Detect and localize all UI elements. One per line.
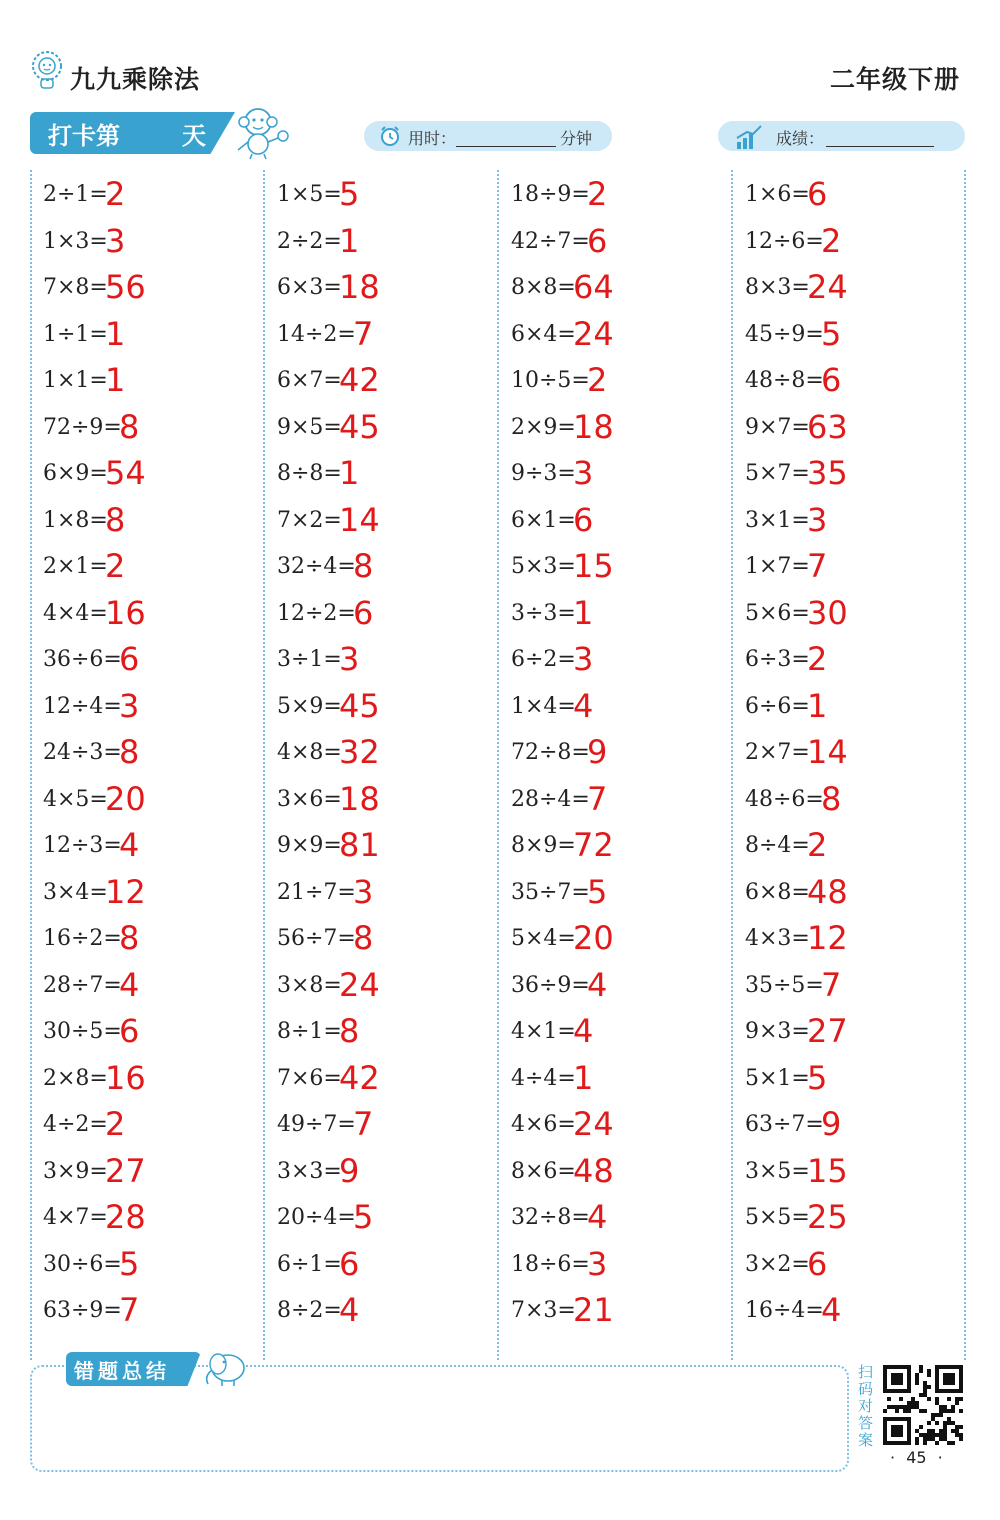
handwritten-answer: 6 xyxy=(807,1244,828,1283)
problem-question: 2×1= xyxy=(43,554,108,579)
problem-question: 3×2= xyxy=(745,1251,810,1277)
problem-question: 3×8= xyxy=(277,972,342,998)
problem-question: 63÷9= xyxy=(43,1298,122,1323)
monkey-mascot-icon xyxy=(232,102,292,160)
column-divider xyxy=(731,170,733,1360)
problem-question: 36÷6= xyxy=(43,647,122,672)
handwritten-answer: 8 xyxy=(353,919,374,957)
problem-question: 24÷3= xyxy=(43,740,122,765)
time-unit: 分钟 xyxy=(560,129,593,148)
handwritten-answer: 2 xyxy=(587,361,608,399)
handwritten-answer: 24 xyxy=(573,314,614,353)
handwritten-answer: 2 xyxy=(807,826,828,864)
problem-question: 10÷5= xyxy=(511,368,590,393)
column-divider xyxy=(30,170,32,1360)
handwritten-answer: 8 xyxy=(119,407,140,446)
handwritten-answer: 28 xyxy=(105,1198,146,1236)
handwritten-answer: 12 xyxy=(807,919,848,957)
problem-question: 3×6= xyxy=(277,786,342,812)
problem-question: 21÷7= xyxy=(277,879,356,905)
handwritten-answer: 72 xyxy=(573,826,614,864)
handwritten-answer: 7 xyxy=(119,1291,140,1329)
problem-question: 12÷6= xyxy=(745,228,824,254)
handwritten-answer: 9 xyxy=(587,733,608,771)
handwritten-answer: 35 xyxy=(807,454,848,492)
problem-question: 3×4= xyxy=(43,879,108,905)
problem-question: 16÷2= xyxy=(43,926,122,951)
handwritten-answer: 42 xyxy=(339,361,380,399)
problem-question: 32÷4= xyxy=(277,554,356,579)
problem-question: 1×7= xyxy=(745,554,810,579)
handwritten-answer: 2 xyxy=(821,221,842,260)
handwritten-answer: 4 xyxy=(821,1291,842,1329)
problem-question: 3×5= xyxy=(745,1158,810,1184)
problem-question: 5×6= xyxy=(745,600,810,626)
problem-question: 48÷8= xyxy=(745,368,824,393)
handwritten-answer: 4 xyxy=(587,1198,608,1236)
handwritten-answer: 24 xyxy=(807,268,848,306)
handwritten-answer: 5 xyxy=(119,1244,140,1283)
problem-question: 9×7= xyxy=(745,414,810,440)
handwritten-answer: 7 xyxy=(353,314,374,353)
handwritten-answer: 42 xyxy=(339,1058,380,1097)
problem-question: 5×5= xyxy=(745,1205,810,1230)
handwritten-answer: 4 xyxy=(339,1291,360,1329)
handwritten-answer: 1 xyxy=(573,1058,594,1097)
problem-question: 6÷2= xyxy=(511,647,576,672)
column-divider xyxy=(263,170,265,1360)
problem-question: 12÷2= xyxy=(277,600,356,626)
handwritten-answer: 8 xyxy=(821,779,842,818)
checkin-unit: 天 xyxy=(182,122,206,150)
handwritten-answer: 5 xyxy=(587,872,608,911)
problem-question: 2÷2= xyxy=(277,228,342,254)
problem-question: 6÷3= xyxy=(745,647,810,672)
checkin-label: 打卡第 xyxy=(48,122,120,150)
problem-question: 6÷1= xyxy=(277,1251,342,1277)
problem-question: 1×5= xyxy=(277,182,342,207)
handwritten-answer: 3 xyxy=(573,640,594,678)
problem-question: 16÷4= xyxy=(745,1298,824,1323)
problem-question: 4×6= xyxy=(511,1112,576,1137)
problem-question: 1×6= xyxy=(745,182,810,207)
problem-question: 3÷3= xyxy=(511,600,576,626)
score-input-line[interactable] xyxy=(826,146,934,147)
handwritten-answer: 4 xyxy=(573,686,594,725)
handwritten-answer: 12 xyxy=(105,872,146,911)
problem-question: 3×3= xyxy=(277,1158,342,1184)
column-divider xyxy=(964,170,966,1360)
handwritten-answer: 1 xyxy=(573,593,594,632)
problem-question: 30÷6= xyxy=(43,1251,122,1277)
handwritten-answer: 5 xyxy=(821,314,842,353)
problem-question: 8÷2= xyxy=(277,1298,342,1323)
page-dot: · xyxy=(890,1448,896,1467)
handwritten-answer: 2 xyxy=(105,1105,126,1143)
handwritten-answer: 14 xyxy=(339,500,380,539)
handwritten-answer: 18 xyxy=(573,407,614,446)
problem-question: 28÷4= xyxy=(511,786,590,812)
handwritten-answer: 7 xyxy=(353,1105,374,1143)
problem-question: 49÷7= xyxy=(277,1112,356,1137)
problem-question: 3×9= xyxy=(43,1158,108,1184)
problem-question: 5×3= xyxy=(511,554,576,579)
problem-question: 9×9= xyxy=(277,833,342,858)
handwritten-answer: 54 xyxy=(105,454,146,492)
problem-question: 1×3= xyxy=(43,228,108,254)
handwritten-answer: 15 xyxy=(807,1151,848,1190)
handwritten-answer: 27 xyxy=(105,1151,146,1190)
problem-question: 72÷8= xyxy=(511,740,590,765)
handwritten-answer: 6 xyxy=(353,593,374,632)
problem-question: 3÷1= xyxy=(277,647,342,672)
handwritten-answer: 3 xyxy=(119,686,140,725)
time-label: 用时： xyxy=(408,129,457,148)
handwritten-answer: 24 xyxy=(339,965,380,1004)
handwritten-answer: 4 xyxy=(119,826,140,864)
problem-question: 8×9= xyxy=(511,833,576,858)
handwritten-answer: 45 xyxy=(339,407,380,446)
checkin-day-field[interactable] xyxy=(126,118,178,148)
handwritten-answer: 20 xyxy=(573,919,614,957)
handwritten-answer: 6 xyxy=(119,640,140,678)
problem-question: 6×3= xyxy=(277,275,342,300)
handwritten-answer: 8 xyxy=(119,733,140,771)
problem-question: 48÷6= xyxy=(745,786,824,812)
handwritten-answer: 63 xyxy=(807,407,848,446)
handwritten-answer: 21 xyxy=(573,1291,614,1329)
handwritten-answer: 9 xyxy=(339,1151,360,1190)
problem-question: 6×7= xyxy=(277,368,342,393)
handwritten-answer: 20 xyxy=(105,779,146,818)
problem-question: 1×1= xyxy=(43,368,108,393)
handwritten-answer: 30 xyxy=(807,593,848,632)
problem-question: 7×2= xyxy=(277,507,342,533)
problem-question: 4÷4= xyxy=(511,1065,576,1091)
handwritten-answer: 18 xyxy=(339,268,380,306)
problem-question: 4×5= xyxy=(43,786,108,812)
handwritten-answer: 6 xyxy=(807,175,828,213)
problem-question: 8×6= xyxy=(511,1158,576,1184)
score-label: 成绩： xyxy=(776,129,825,148)
problem-question: 8×3= xyxy=(745,275,810,300)
handwritten-answer: 6 xyxy=(573,500,594,539)
handwritten-answer: 64 xyxy=(573,268,614,306)
handwritten-answer: 2 xyxy=(105,175,126,213)
handwritten-answer: 56 xyxy=(105,268,146,306)
problem-question: 36÷9= xyxy=(511,972,590,998)
handwritten-answer: 25 xyxy=(807,1198,848,1236)
problem-question: 2×8= xyxy=(43,1065,108,1091)
problem-question: 5×9= xyxy=(277,693,342,719)
problem-question: 6×4= xyxy=(511,321,576,347)
handwritten-answer: 6 xyxy=(339,1244,360,1283)
problem-question: 6×9= xyxy=(43,461,108,486)
handwritten-answer: 6 xyxy=(119,1012,140,1050)
problem-question: 7×6= xyxy=(277,1065,342,1091)
handwritten-answer: 48 xyxy=(573,1151,614,1190)
mistake-summary-label: 错题总结 xyxy=(74,1359,170,1383)
problem-question: 9×5= xyxy=(277,414,342,440)
handwritten-answer: 8 xyxy=(339,1012,360,1050)
problem-question: 1÷1= xyxy=(43,321,108,347)
problem-question: 6×1= xyxy=(511,507,576,533)
handwritten-answer: 3 xyxy=(573,454,594,492)
column-divider xyxy=(497,170,499,1360)
handwritten-answer: 24 xyxy=(573,1105,614,1143)
problem-question: 4×8= xyxy=(277,740,342,765)
problem-question: 12÷4= xyxy=(43,693,122,719)
handwritten-answer: 8 xyxy=(353,547,374,585)
handwritten-answer: 16 xyxy=(105,593,146,632)
handwritten-answer: 3 xyxy=(353,872,374,911)
handwritten-answer: 6 xyxy=(821,361,842,399)
handwritten-answer: 48 xyxy=(807,872,848,911)
handwritten-answer: 5 xyxy=(339,175,360,213)
problem-question: 1×8= xyxy=(43,507,108,533)
handwritten-answer: 9 xyxy=(821,1105,842,1143)
handwritten-answer: 4 xyxy=(587,965,608,1004)
problem-question: 35÷7= xyxy=(511,879,590,905)
lion-mascot-icon xyxy=(30,50,64,90)
handwritten-answer: 81 xyxy=(339,826,380,864)
scan-answer-text: 扫码对答案 xyxy=(858,1363,874,1449)
problem-question: 4×3= xyxy=(745,926,810,951)
alarm-clock-icon xyxy=(378,124,402,148)
problem-question: 4÷2= xyxy=(43,1112,108,1137)
problem-question: 9÷3= xyxy=(511,461,576,486)
problem-question: 45÷9= xyxy=(745,321,824,347)
handwritten-answer: 18 xyxy=(339,779,380,818)
problem-question: 12÷3= xyxy=(43,833,122,858)
handwritten-answer: 8 xyxy=(119,919,140,957)
problem-question: 32÷8= xyxy=(511,1205,590,1230)
page-number-value: 45 xyxy=(906,1448,927,1467)
handwritten-answer: 3 xyxy=(807,500,828,539)
handwritten-answer: 7 xyxy=(807,547,828,585)
handwritten-answer: 14 xyxy=(807,733,848,771)
handwritten-answer: 6 xyxy=(587,221,608,260)
problem-question: 4×1= xyxy=(511,1019,576,1044)
handwritten-answer: 1 xyxy=(105,314,126,353)
handwritten-answer: 2 xyxy=(587,175,608,213)
handwritten-answer: 8 xyxy=(105,500,126,539)
book-title: 九九乘除法 xyxy=(70,65,201,94)
problem-question: 63÷7= xyxy=(745,1112,824,1137)
handwritten-answer: 15 xyxy=(573,547,614,585)
problem-question: 56÷7= xyxy=(277,926,356,951)
problem-question: 7×8= xyxy=(43,275,108,300)
handwritten-answer: 4 xyxy=(119,965,140,1004)
problem-question: 20÷4= xyxy=(277,1205,356,1230)
problem-question: 6×8= xyxy=(745,879,810,905)
problem-question: 4×7= xyxy=(43,1205,108,1230)
problem-question: 5×1= xyxy=(745,1065,810,1091)
problem-question: 14÷2= xyxy=(277,321,356,347)
handwritten-answer: 3 xyxy=(339,640,360,678)
bar-chart-icon xyxy=(735,124,763,150)
handwritten-answer: 3 xyxy=(587,1244,608,1283)
problem-question: 18÷9= xyxy=(511,182,590,207)
qr-code-icon[interactable] xyxy=(880,1365,966,1445)
problem-question: 2×9= xyxy=(511,414,576,440)
handwritten-answer: 1 xyxy=(339,454,360,492)
handwritten-answer: 3 xyxy=(105,221,126,260)
handwritten-answer: 7 xyxy=(821,965,842,1004)
problem-question: 9×3= xyxy=(745,1019,810,1044)
problem-question: 5×4= xyxy=(511,926,576,951)
handwritten-answer: 1 xyxy=(807,686,828,725)
problem-question: 3×1= xyxy=(745,507,810,533)
handwritten-answer: 7 xyxy=(587,779,608,818)
problem-question: 2÷1= xyxy=(43,182,108,207)
handwritten-answer: 2 xyxy=(105,547,126,585)
page-dot: · xyxy=(937,1448,943,1467)
problem-question: 6÷6= xyxy=(745,693,810,719)
handwritten-answer: 1 xyxy=(105,361,126,399)
problem-question: 18÷6= xyxy=(511,1251,590,1277)
handwritten-answer: 5 xyxy=(353,1198,374,1236)
problem-question: 72÷9= xyxy=(43,414,122,440)
problem-question: 28÷7= xyxy=(43,972,122,998)
problem-question: 1×4= xyxy=(511,693,576,719)
problem-question: 35÷5= xyxy=(745,972,824,998)
problem-question: 30÷5= xyxy=(43,1019,122,1044)
page-number xyxy=(890,1448,943,1467)
problem-question: 4×4= xyxy=(43,600,108,626)
problem-question: 42÷7= xyxy=(511,228,590,254)
problem-question: 7×3= xyxy=(511,1298,576,1323)
handwritten-answer: 45 xyxy=(339,686,380,725)
handwritten-answer: 2 xyxy=(807,640,828,678)
handwritten-answer: 16 xyxy=(105,1058,146,1097)
problem-question: 2×7= xyxy=(745,740,810,765)
problem-question: 8÷1= xyxy=(277,1019,342,1044)
problem-question: 8÷4= xyxy=(745,833,810,858)
grade-label: 二年级下册 xyxy=(829,65,960,94)
handwritten-answer: 4 xyxy=(573,1012,594,1050)
problem-question: 5×7= xyxy=(745,461,810,486)
handwritten-answer: 32 xyxy=(339,733,380,771)
handwritten-answer: 5 xyxy=(807,1058,828,1097)
problem-question: 8÷8= xyxy=(277,461,342,486)
time-input-line[interactable] xyxy=(456,146,556,147)
handwritten-answer: 27 xyxy=(807,1012,848,1050)
handwritten-answer: 1 xyxy=(339,221,360,260)
elephant-mascot-icon xyxy=(200,1348,252,1388)
problem-question: 8×8= xyxy=(511,275,576,300)
